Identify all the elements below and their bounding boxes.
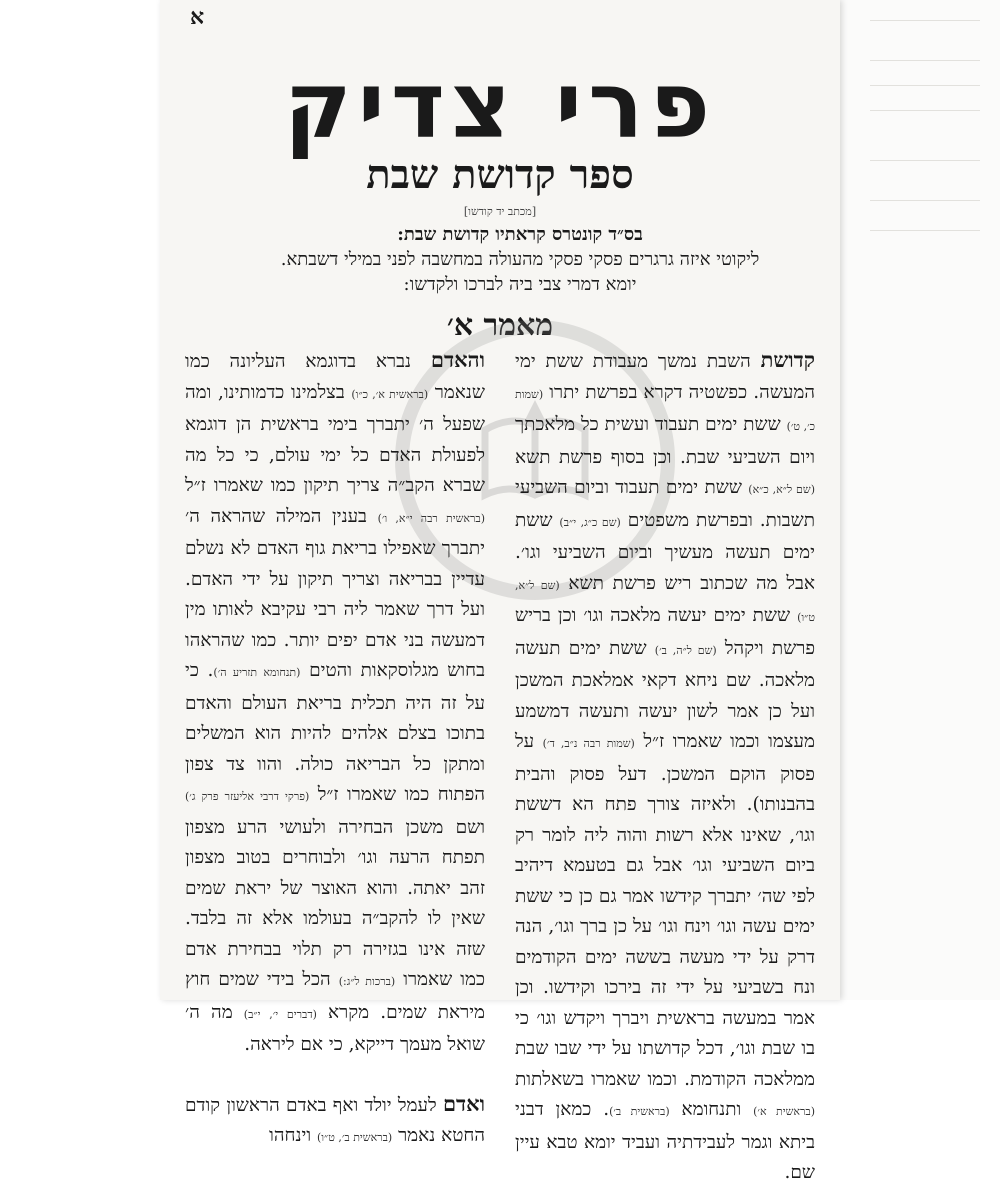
page-number: א [190, 4, 205, 30]
text-run: על פסוק הוקם המשכן. דעל פסוק והבית בהבנותו). ולאיזה צורך פתח הא דששת וגו׳, שאינו אלא רשות והוה ליה לומר רק ביום השביעי וגו׳ אבל גם בטעמא דיהיב לפי שה׳ יתברך קידשו אמר גם כן כי ששת ימים עשה וגו׳ וינח וגו׳ על כן ברך וגו׳, הנה דרק על ידי מעשה בששה ימים הקודמים ונח בשביעי על ידי זה בירכו וקידשו. וכן אמר במעשה בראשית ויברך ויקדש וגו׳ כי בו שבת וגו׳, דכל קדושתו על ידי שבו שבת ממלאכה הקודמת. וכמו שאמרו בשאלתות [515, 731, 815, 1090]
text-run: לעמל יולד ואף באדם הראשון קודם החטא נאמר [185, 1094, 485, 1146]
book-title: פרי צדיק [284, 52, 716, 159]
lead-word: ואדם [442, 1090, 485, 1116]
paragraph [515, 345, 815, 1189]
citation-ref: (ברכות ל״ג:) [338, 975, 396, 988]
text-run: . כמאן דבני ביתא וגמר לעבידתיה ועביד יומא טבא עיין שם. [515, 1099, 815, 1183]
text-run: בצלמינו כדמותינו, ומה שפעל ה׳ יתברך בימי בראשית הן דוגמא לפעולת האדם כל ימי עולם, כי כל מה שברא הקב״ה צריך תיקון כמו שאמרו ז״ל [185, 381, 485, 496]
manuscript-note: [מכתב יד קודשו] [463, 205, 537, 218]
citation-ref: (תנחומא תזריע ה׳) [213, 666, 301, 679]
text-run: השבת נמשך מעבודת ששת ימי המעשה. כפשטיה דקרא בפרשת יתרו [515, 351, 815, 403]
text-run: בענין המילה שהראה ה׳ יתברך שאפילו בריאת גוף האדם לא נשלם עדיין בבריאה וצריך תיקון על ידי האדם. ועל דרך שאמר ליה רבי עקיבא לאותו מין דמעשה בני אדם יפים יותר. כמו שהראהו בחוש מגלוסקאות והטים [185, 505, 485, 681]
text-run: נברא בדוגמא העליונה כמו שנאמר [185, 351, 485, 403]
text-run: ששת ימים יעשה מלאכה וגו׳ וכן בריש פרשת ויקהל [515, 605, 816, 659]
book-subtitle: ספר קדושת שבת [366, 151, 634, 198]
paragraph-body [185, 351, 485, 1055]
citation-ref: (שם כ״ג, י״ב) [559, 515, 621, 529]
text-run: ושם משכן הבחירה ולעושי הרע מצפון תפתח הרעה וגו׳ ולבוחרים בטוב מצפון זהב יאתה. והוא האוצר של יראת שמים שאין לו להקב״ה בעולמו אלא זה בלבד. שזה אינו בגזירה רק תלוי בבחירת אדם כמו שאמרו [185, 816, 485, 990]
citation-ref: (בראשית א׳) [753, 1105, 815, 1118]
lead-word: והאדם [430, 347, 485, 372]
text-run: הכל בידי שמים חוץ מיראת שמים. מקרא [185, 969, 486, 1023]
citation-ref: (שם ל״א, ט״ו) [515, 578, 815, 624]
text-run: . כי על זה היה תכלית בריאת העולם והאדם בתוכו בצלם אלהים להיות הוא המשלים ומתקן כל הבריאה כולה. והוו צד צפון הפתוח כמו שאמרו ז״ל [185, 660, 486, 805]
text-run: ששת ימים תעבוד וביום השביעי תשבות. ובפרשת משפטים [515, 477, 815, 531]
text-run: ששת ימים תעבוד ועשית כל מלאכתך ויום השביעי שבת. וכן בסוף פרשת תשא [515, 414, 815, 468]
citation-ref: (בראשית ב׳) [609, 1105, 670, 1118]
paragraph-body [185, 1095, 485, 1147]
citation-ref: (שם ל״א, כ״א) [748, 483, 815, 496]
book-page [160, 0, 840, 1183]
text-run: ששת ימים תעשה מעשיך וביום השביעי וגו׳. אבל מה שכתוב ריש פרשת תשא [515, 509, 815, 594]
intro-line: ליקוטי איזה גרגרים פסקי פסקי מהעולה במחשבה לפני במילי דשבתא. [280, 249, 760, 270]
citation-ref: (בראשית רבה י״א, ו׳) [377, 511, 485, 525]
citation-ref: (שמות רבה נ״ב, ד׳) [542, 737, 635, 750]
citation-ref: (שמות כ׳, ט׳) [515, 387, 815, 433]
section-title: מאמר א׳ [446, 308, 554, 343]
next-page-bleed [840, 0, 1000, 1000]
text-column-right [515, 345, 815, 1189]
lead-word: קדושת [760, 347, 815, 372]
text-run: וינחהו [269, 1125, 317, 1146]
paragraph [185, 1089, 485, 1154]
text-run: מה ה׳ שואל מעמך דייקא, כי אם ליראה. [185, 1001, 485, 1055]
citation-ref: (שם ל״ה, ב׳) [654, 643, 717, 657]
citation-ref: (בראשית ב׳, ט״ו) [316, 1131, 393, 1144]
citation-ref: (בראשית א׳, כ״ו) [351, 387, 429, 401]
text-run: ששת ימים תעשה מלאכה. שם ניחא דקאי אמלאכת המשכן ועל כן אמר לשון יעשה ותעשה דמשמע מעצמו וכמו שאמרו ז״ל [515, 637, 815, 752]
paragraph-body [515, 351, 815, 1183]
citation-ref: (פרקי דרבי אליעזר פרק ג׳) [185, 790, 310, 803]
paragraph [185, 345, 485, 1061]
text-run: ותנחומא [669, 1099, 754, 1120]
intro-block [230, 222, 810, 297]
text-column-left [185, 345, 485, 1154]
intro-line: יומא דמרי צבי ביה לברכו ולקדשו: [403, 274, 637, 295]
citation-ref: (דברים י׳, י״ב) [243, 1007, 317, 1021]
intro-heading: בס״ד קונטרס קראתיו קדושת שבת: [397, 224, 643, 245]
